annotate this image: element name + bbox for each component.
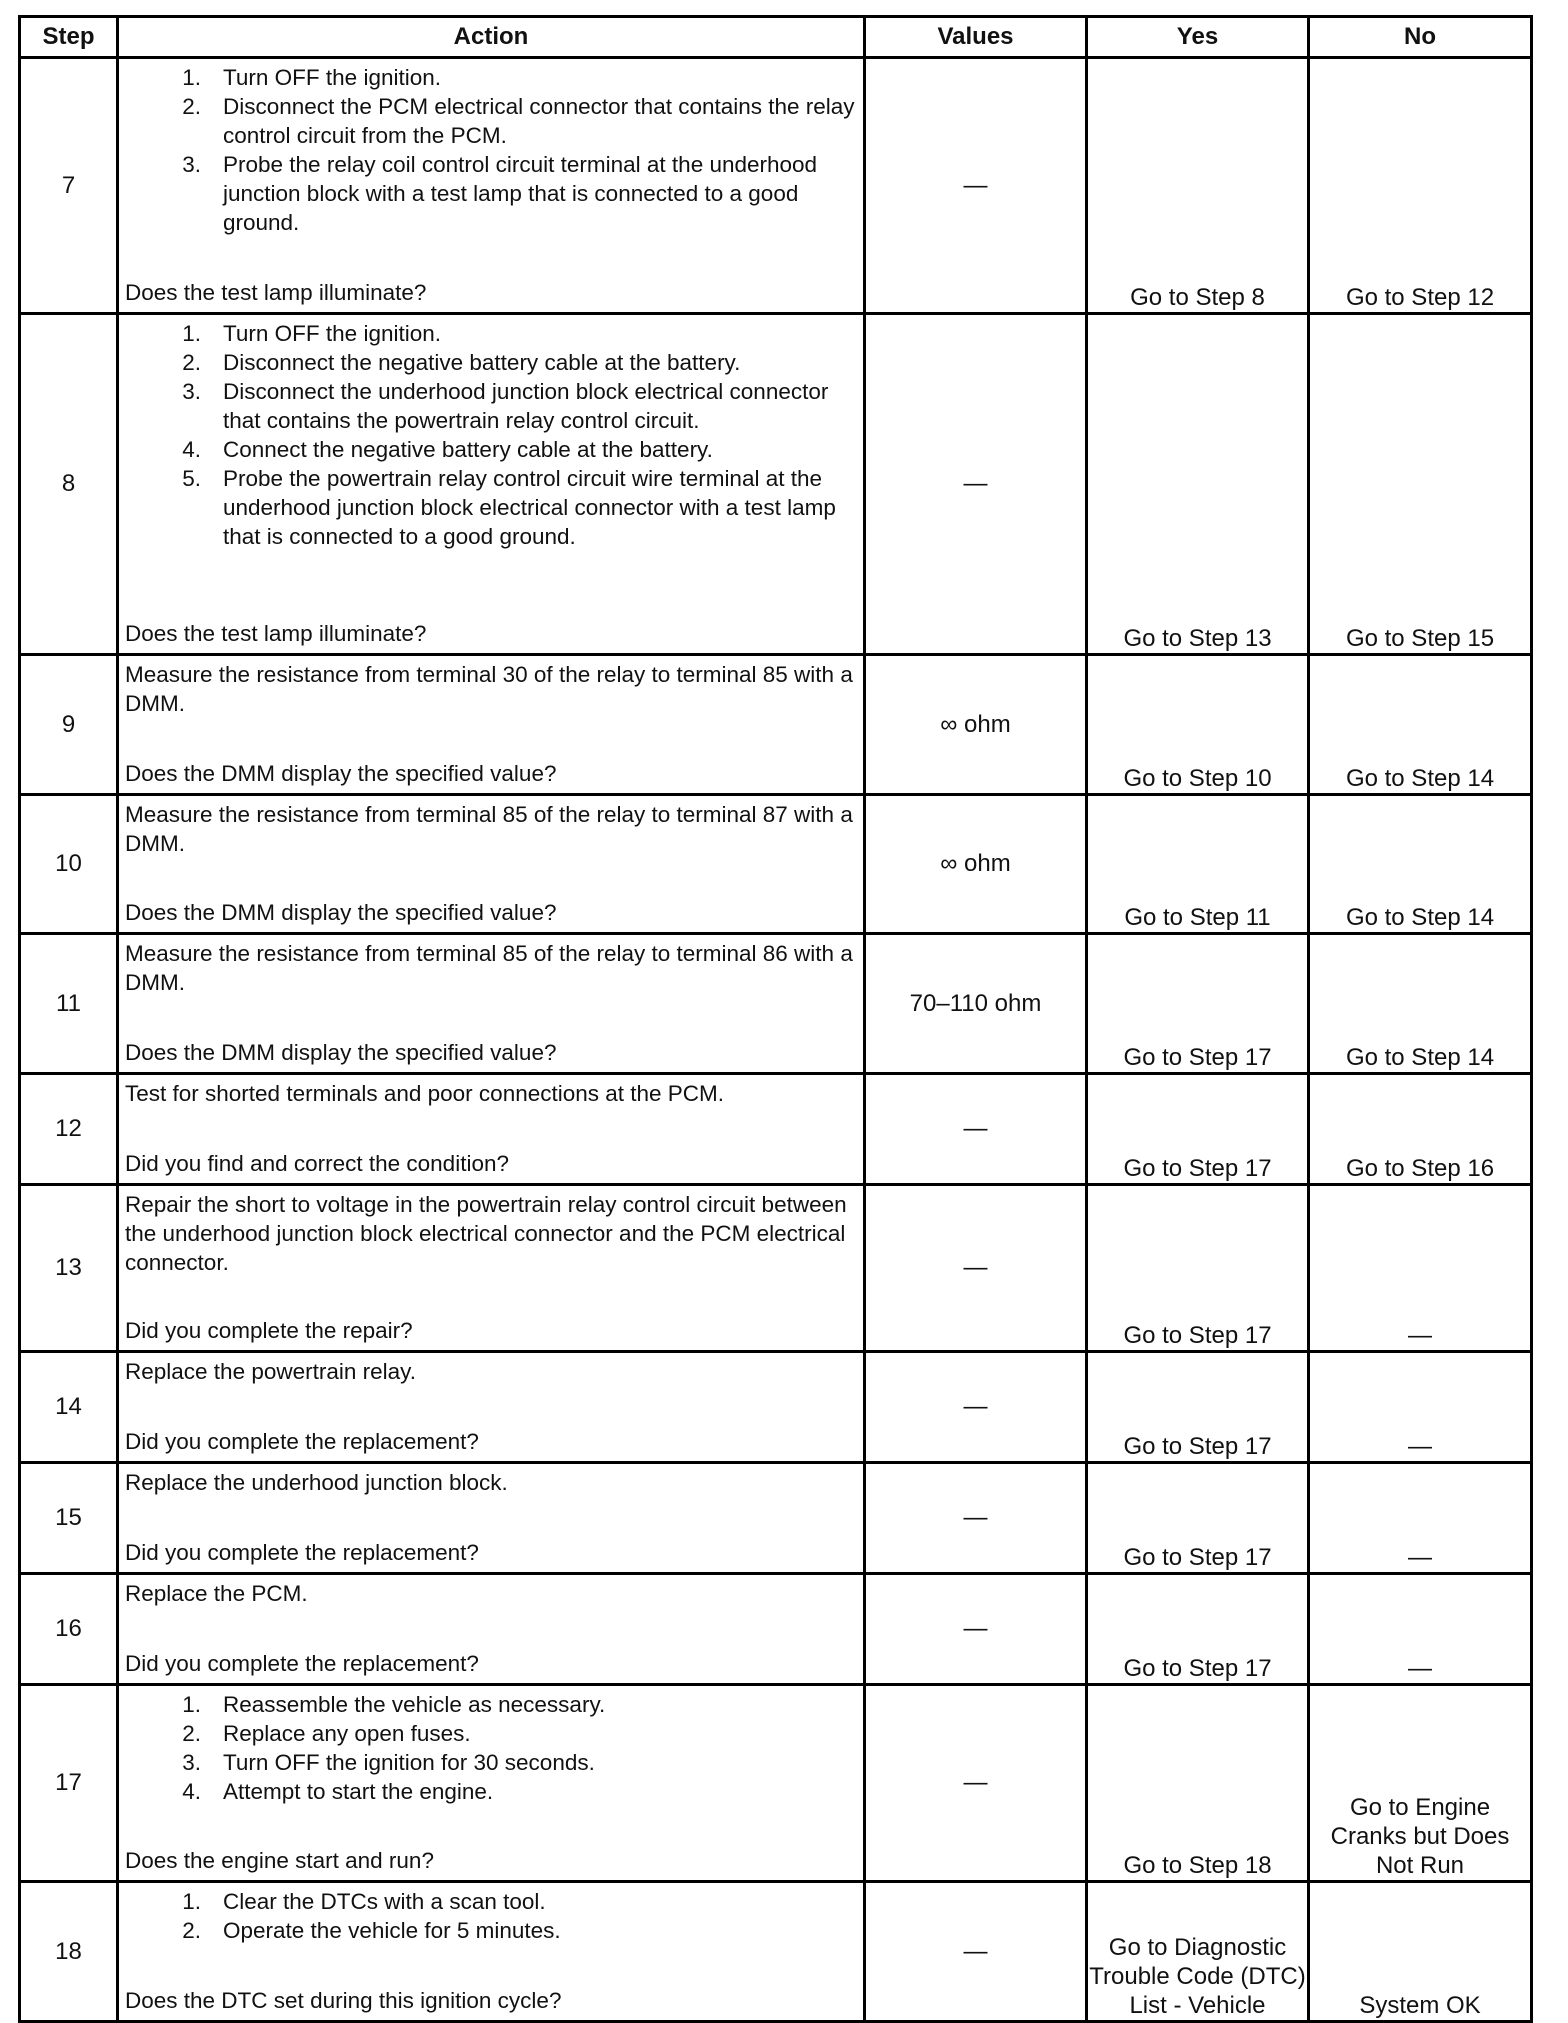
values-cell: 70–110 ohm xyxy=(865,934,1087,1074)
action-step-item xyxy=(125,1916,857,1945)
action-question: Does the DMM display the specified value? xyxy=(125,1040,557,1065)
values-cell: ∞ ohm xyxy=(865,795,1087,934)
no-cell: — xyxy=(1309,1185,1532,1352)
action-question: Does the DMM display the specified value? xyxy=(125,761,557,786)
table-row xyxy=(20,1185,1532,1352)
action-cell xyxy=(118,1685,865,1882)
action-step-number: 1. xyxy=(182,65,201,90)
yes-cell: Go to Step 8 xyxy=(1087,58,1309,314)
action-question: Did you complete the repair? xyxy=(125,1318,413,1343)
step-number: 13 xyxy=(20,1185,118,1352)
yes-cell: Go to Step 10 xyxy=(1087,655,1309,795)
action-step-number: 1. xyxy=(182,1889,201,1914)
action-step-text: Turn OFF the ignition. xyxy=(223,65,442,90)
step-number: 16 xyxy=(20,1574,118,1685)
step-number: 9 xyxy=(20,655,118,795)
step-number: 14 xyxy=(20,1352,118,1463)
no-cell: Go to Step 16 xyxy=(1309,1074,1532,1185)
no-cell: Go to Step 15 xyxy=(1309,314,1532,655)
action-cell xyxy=(118,655,865,795)
step-number: 7 xyxy=(20,58,118,314)
action-step-text: Probe the relay coil control circuit terminal at the underhood junction block with a test lamp that is connected to a good ground. xyxy=(223,152,818,235)
action-cell xyxy=(118,314,865,655)
header-values: Values xyxy=(865,17,1087,58)
action-step-text: Disconnect the underhood junction block electrical connector that contains the powertrain relay control circuit. xyxy=(223,379,829,433)
action-cell xyxy=(118,58,865,314)
action-step-item xyxy=(125,348,857,377)
no-cell: System OK xyxy=(1309,1882,1532,2022)
yes-cell: Go to Step 18 xyxy=(1087,1685,1309,1882)
header-step: Step xyxy=(20,17,118,58)
action-steps-list xyxy=(125,319,857,551)
action-step-item xyxy=(125,1777,857,1806)
action-step-number: 4. xyxy=(182,1779,201,1804)
header-action: Action xyxy=(118,17,865,58)
action-text: Replace the powertrain relay. xyxy=(125,1359,416,1384)
table-row xyxy=(20,1463,1532,1574)
action-question: Did you complete the replacement? xyxy=(125,1651,479,1676)
yes-cell: Go to Step 17 xyxy=(1087,934,1309,1074)
action-step-number: 5. xyxy=(182,466,201,491)
table-row xyxy=(20,1074,1532,1185)
values-cell: — xyxy=(865,1685,1087,1882)
action-question: Does the DTC set during this ignition cycle? xyxy=(125,1988,562,2013)
yes-cell: Go to Diagnostic Trouble Code (DTC) List - Vehicle xyxy=(1087,1882,1309,2022)
yes-cell: Go to Step 17 xyxy=(1087,1574,1309,1685)
action-step-number: 2. xyxy=(182,1721,201,1746)
step-number: 11 xyxy=(20,934,118,1074)
action-text: Replace the underhood junction block. xyxy=(125,1470,508,1495)
values-cell: — xyxy=(865,1463,1087,1574)
no-cell: — xyxy=(1309,1463,1532,1574)
action-step-text: Attempt to start the engine. xyxy=(223,1779,494,1804)
no-cell: Go to Engine Cranks but Does Not Run xyxy=(1309,1685,1532,1882)
values-cell: — xyxy=(865,1185,1087,1352)
no-cell: — xyxy=(1309,1352,1532,1463)
values-cell: — xyxy=(865,1574,1087,1685)
yes-cell: Go to Step 13 xyxy=(1087,314,1309,655)
action-step-number: 3. xyxy=(182,1750,201,1775)
action-cell xyxy=(118,934,865,1074)
table-row xyxy=(20,1574,1532,1685)
no-cell: Go to Step 12 xyxy=(1309,58,1532,314)
values-cell: — xyxy=(865,1882,1087,2022)
action-step-number: 4. xyxy=(182,437,201,462)
action-step-item xyxy=(125,435,857,464)
step-number: 12 xyxy=(20,1074,118,1185)
no-cell: — xyxy=(1309,1574,1532,1685)
header-row xyxy=(20,17,1532,58)
table-row xyxy=(20,655,1532,795)
action-text: Measure the resistance from terminal 30 of the relay to terminal 85 with a DMM. xyxy=(125,662,853,716)
action-step-number: 3. xyxy=(182,152,201,177)
values-cell: — xyxy=(865,314,1087,655)
yes-cell: Go to Step 17 xyxy=(1087,1074,1309,1185)
step-number: 18 xyxy=(20,1882,118,2022)
action-cell xyxy=(118,1352,865,1463)
action-cell xyxy=(118,795,865,934)
action-step-number: 3. xyxy=(182,379,201,404)
table-row xyxy=(20,58,1532,314)
action-step-text: Turn OFF the ignition. xyxy=(223,321,442,346)
values-cell: — xyxy=(865,58,1087,314)
action-step-item xyxy=(125,1690,857,1719)
action-step-text: Operate the vehicle for 5 minutes. xyxy=(223,1918,561,1943)
table-row xyxy=(20,1352,1532,1463)
action-step-number: 2. xyxy=(182,1918,201,1943)
action-steps-list xyxy=(125,1887,857,1945)
no-cell: Go to Step 14 xyxy=(1309,655,1532,795)
table-row xyxy=(20,314,1532,655)
yes-cell: Go to Step 17 xyxy=(1087,1463,1309,1574)
action-text: Measure the resistance from terminal 85 of the relay to terminal 86 with a DMM. xyxy=(125,941,853,995)
action-question: Does the test lamp illuminate? xyxy=(125,280,427,305)
action-step-number: 1. xyxy=(182,321,201,346)
action-question: Does the test lamp illuminate? xyxy=(125,621,427,646)
action-step-item xyxy=(125,464,857,551)
action-step-text: Disconnect the PCM electrical connector that contains the relay control circuit from the PCM. xyxy=(223,94,855,148)
action-cell xyxy=(118,1074,865,1185)
action-step-text: Reassemble the vehicle as necessary. xyxy=(223,1692,606,1717)
action-text: Measure the resistance from terminal 85 of the relay to terminal 87 with a DMM. xyxy=(125,802,853,856)
action-cell xyxy=(118,1463,865,1574)
action-step-item xyxy=(125,92,857,150)
values-cell: ∞ ohm xyxy=(865,655,1087,795)
yes-cell: Go to Step 17 xyxy=(1087,1185,1309,1352)
action-question: Does the engine start and run? xyxy=(125,1848,434,1873)
action-step-text: Turn OFF the ignition for 30 seconds. xyxy=(223,1750,595,1775)
action-step-item xyxy=(125,1748,857,1777)
action-step-text: Disconnect the negative battery cable at the battery. xyxy=(223,350,741,375)
action-step-item xyxy=(125,377,857,435)
action-step-item xyxy=(125,1719,857,1748)
action-question: Does the DMM display the specified value? xyxy=(125,900,557,925)
action-step-text: Clear the DTCs with a scan tool. xyxy=(223,1889,546,1914)
step-number: 17 xyxy=(20,1685,118,1882)
header-no: No xyxy=(1309,17,1532,58)
action-question: Did you complete the replacement? xyxy=(125,1540,479,1565)
action-question: Did you complete the replacement? xyxy=(125,1429,479,1454)
yes-cell: Go to Step 17 xyxy=(1087,1352,1309,1463)
table-row xyxy=(20,1685,1532,1882)
step-number: 8 xyxy=(20,314,118,655)
action-cell xyxy=(118,1185,865,1352)
action-step-item xyxy=(125,63,857,92)
action-question: Did you find and correct the condition? xyxy=(125,1151,509,1176)
action-step-item xyxy=(125,1887,857,1916)
action-step-number: 1. xyxy=(182,1692,201,1717)
table-row xyxy=(20,795,1532,934)
action-text: Test for shorted terminals and poor connections at the PCM. xyxy=(125,1081,725,1106)
header-yes: Yes xyxy=(1087,17,1309,58)
table-body xyxy=(20,58,1532,2022)
no-cell: Go to Step 14 xyxy=(1309,795,1532,934)
action-step-item xyxy=(125,319,857,348)
diagnostic-table xyxy=(18,15,1533,2023)
table-row xyxy=(20,934,1532,1074)
action-text: Repair the short to voltage in the powertrain relay control circuit between the underhood junction block electrical connector and the PCM electrical connector. xyxy=(125,1192,847,1275)
values-cell: — xyxy=(865,1074,1087,1185)
action-step-number: 2. xyxy=(182,94,201,119)
action-cell xyxy=(118,1574,865,1685)
action-steps-list xyxy=(125,63,857,237)
action-step-text: Replace any open fuses. xyxy=(223,1721,471,1746)
step-number: 15 xyxy=(20,1463,118,1574)
table-row xyxy=(20,1882,1532,2022)
action-steps-list xyxy=(125,1690,857,1806)
action-step-text: Probe the powertrain relay control circuit wire terminal at the underhood junction block electrical connector with a test lamp that is connected to a good ground. xyxy=(223,466,836,549)
no-cell: Go to Step 14 xyxy=(1309,934,1532,1074)
step-number: 10 xyxy=(20,795,118,934)
action-text: Replace the PCM. xyxy=(125,1581,308,1606)
action-step-number: 2. xyxy=(182,350,201,375)
yes-cell: Go to Step 11 xyxy=(1087,795,1309,934)
action-cell xyxy=(118,1882,865,2022)
values-cell: — xyxy=(865,1352,1087,1463)
action-step-item xyxy=(125,150,857,237)
action-step-text: Connect the negative battery cable at the battery. xyxy=(223,437,713,462)
